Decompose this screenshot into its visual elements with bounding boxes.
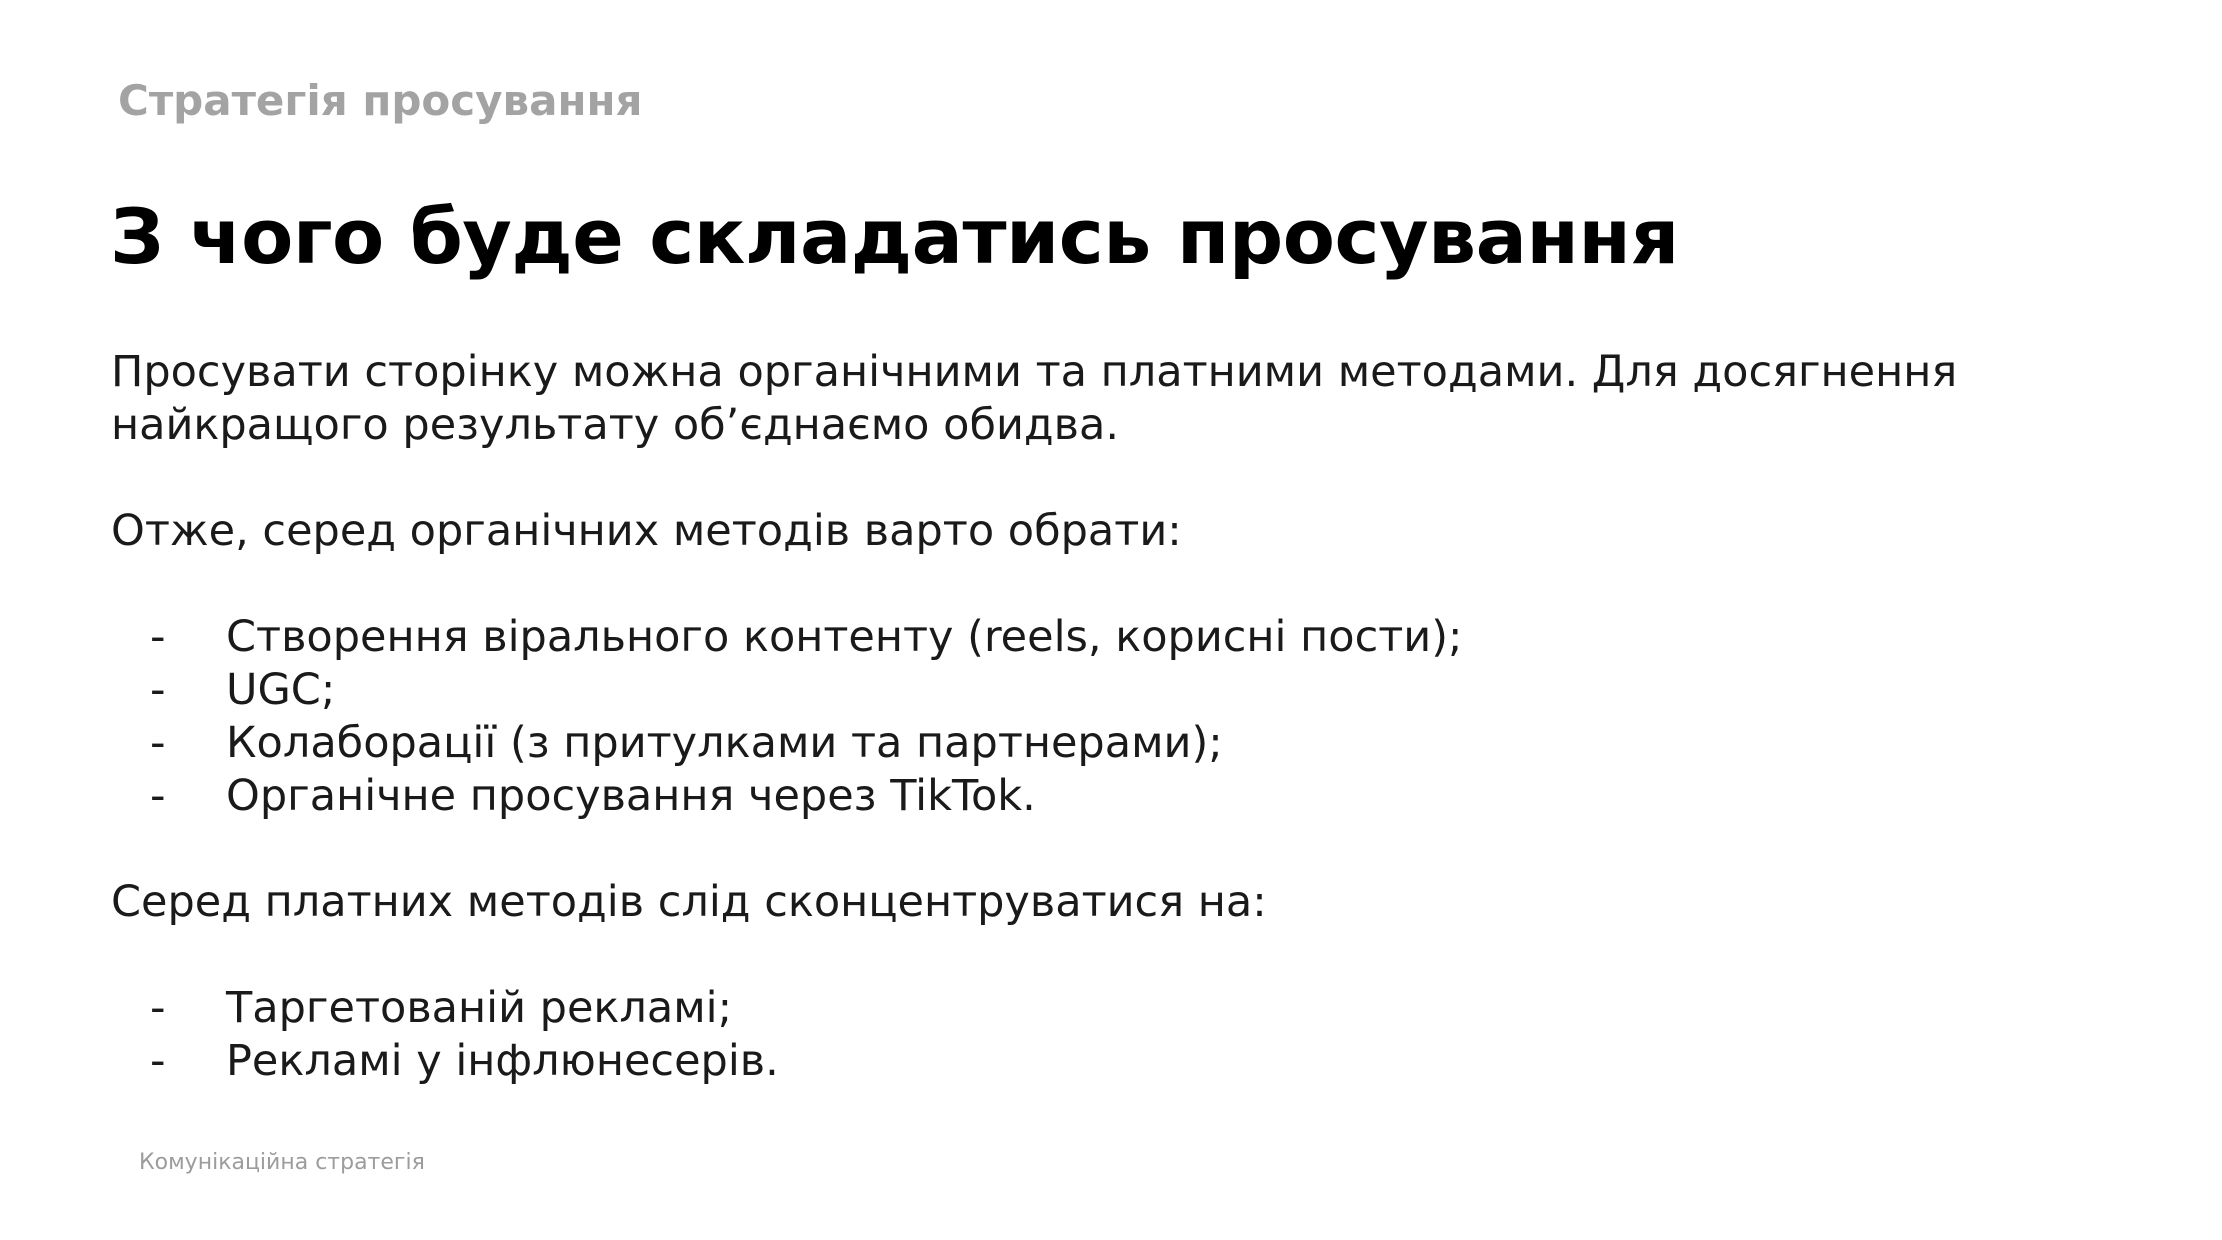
list-item [111, 611, 2151, 664]
list-item-text: Таргетованій рекламі; [226, 983, 733, 1033]
list-item-text: Органічне просування через TikTok. [226, 771, 1036, 821]
list-item-text: Створення вірального контенту (reels, корисні пости); [226, 612, 1463, 662]
slide-title: З чого буде складатись просування [110, 192, 1679, 281]
list-item-text: UGC; [226, 665, 336, 715]
list-item [111, 717, 2151, 770]
paid-methods-list [111, 982, 2151, 1088]
paid-heading: Серед платних методів слід сконцентруватися на: [111, 877, 1267, 927]
slide-content [111, 346, 2151, 1088]
bullet-dash: - [150, 718, 166, 768]
spacer [111, 929, 2151, 982]
spacer [111, 452, 2151, 505]
list-item [111, 982, 2151, 1035]
bullet-dash: - [150, 771, 166, 821]
intro-line-1: Просувати сторінку можна органічними та платними методами. Для досягнення [111, 347, 1958, 397]
spacer [111, 558, 2151, 611]
bullet-dash: - [150, 612, 166, 662]
list-item [111, 770, 2151, 823]
list-item [111, 1035, 2151, 1088]
bullet-dash: - [150, 1036, 166, 1086]
bullet-dash: - [150, 983, 166, 1033]
footer-text: Комунікаційна стратегія [139, 1150, 425, 1175]
list-item [111, 664, 2151, 717]
section-label: Стратегія просування [118, 76, 643, 125]
organic-heading: Отже, серед органічних методів варто обрати: [111, 506, 1182, 556]
organic-methods-list [111, 611, 2151, 823]
list-item-text: Колаборації (з притулками та партнерами); [226, 718, 1223, 768]
bullet-dash: - [150, 665, 166, 715]
list-item-text: Рекламі у інфлюнесерів. [226, 1036, 779, 1086]
spacer [111, 823, 2151, 876]
intro-line-2: найкращого результату об’єднаємо обидва. [111, 400, 1120, 450]
